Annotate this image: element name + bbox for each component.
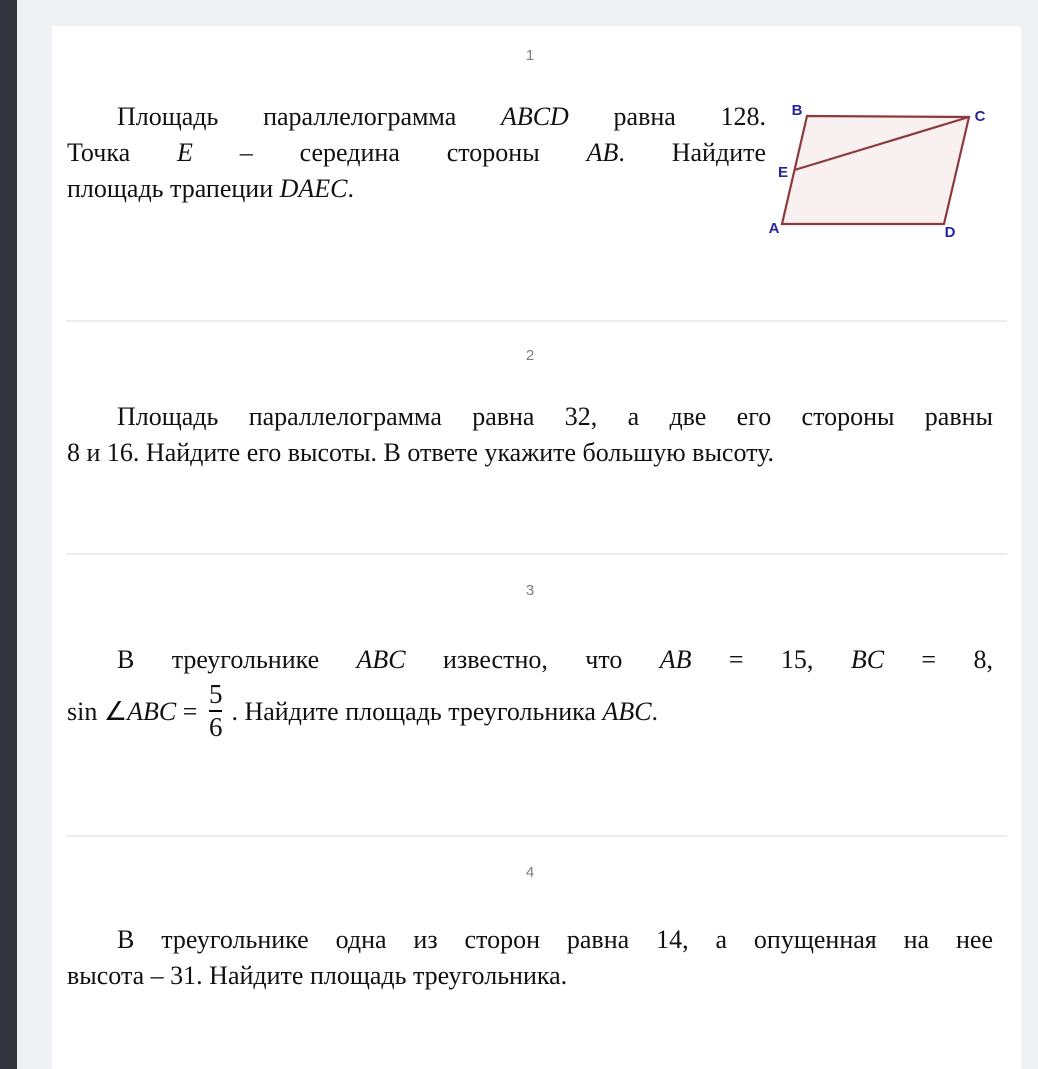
problem-content bbox=[67, 922, 993, 994]
vertex-label-e: E bbox=[777, 164, 789, 181]
text-segment: ABC bbox=[356, 645, 406, 674]
problem-text bbox=[67, 642, 993, 750]
parallelogram-svg bbox=[766, 93, 993, 245]
text-segment: . Найдите bbox=[618, 138, 766, 167]
problem-text-line bbox=[67, 399, 993, 435]
problem-section-1 bbox=[52, 26, 1021, 320]
parallelogram-figure bbox=[766, 93, 993, 250]
text-segment: ABCD bbox=[500, 102, 569, 131]
text-segment: AB bbox=[659, 645, 692, 674]
problem-text bbox=[67, 99, 766, 250]
text-segment: площадь трапеции bbox=[67, 174, 280, 203]
fraction-denominator: 6 bbox=[208, 712, 223, 742]
fraction bbox=[209, 679, 223, 743]
text-segment: . bbox=[347, 174, 354, 203]
text-segment: ABC bbox=[602, 696, 652, 726]
text-segment: = 15, bbox=[691, 645, 851, 674]
problem-section-2 bbox=[52, 322, 1021, 553]
problem-text-line bbox=[67, 99, 766, 135]
text-segment: ABC bbox=[127, 696, 177, 726]
problem-text-line bbox=[67, 958, 993, 994]
problem-text-line bbox=[67, 435, 993, 471]
problem-content bbox=[67, 399, 993, 471]
problem-content bbox=[67, 642, 993, 750]
problem-section-3 bbox=[52, 555, 1021, 835]
text-segment: известно, что bbox=[405, 645, 660, 674]
text-segment: BC bbox=[850, 645, 885, 674]
problem-text-line bbox=[67, 135, 766, 171]
problem-text-line bbox=[67, 678, 993, 750]
vertex-label-d: D bbox=[944, 224, 956, 241]
vertex-label-b: B bbox=[791, 102, 803, 119]
problem-content bbox=[67, 99, 993, 250]
text-segment: = 8, bbox=[884, 645, 993, 674]
vertex-label-a: A bbox=[768, 220, 780, 237]
text-segment: – середина стороны bbox=[192, 138, 587, 167]
text-segment: = bbox=[176, 696, 204, 726]
problem-section-4 bbox=[52, 837, 1021, 1069]
problem-text bbox=[67, 399, 993, 471]
text-segment: равна 128. bbox=[568, 102, 766, 131]
problem-text-line bbox=[67, 642, 993, 678]
worksheet-card bbox=[52, 26, 1021, 1069]
text-segment: Площадь параллелограмма равна 32, а две его стороны равны bbox=[117, 402, 993, 431]
text-segment: AB bbox=[586, 138, 619, 167]
problem-number: 1 bbox=[525, 47, 535, 64]
text-segment: E bbox=[177, 138, 193, 167]
text-segment: . Найдите площадь треугольника bbox=[231, 696, 603, 726]
problem-number: 4 bbox=[525, 864, 535, 881]
left-dark-bar bbox=[0, 0, 17, 1069]
text-segment: 8 и 16. Найдите его высоты. В ответе укажите большую высоту. bbox=[67, 438, 775, 467]
parallelogram-shape bbox=[782, 116, 969, 224]
problem-text-line bbox=[67, 171, 766, 207]
problem-number: 2 bbox=[525, 347, 535, 364]
text-segment: Площадь параллелограмма bbox=[117, 102, 501, 131]
fraction-numerator: 5 bbox=[208, 679, 223, 709]
text-segment: В треугольнике одна из сторон равна 14, а опущенная на нее bbox=[117, 925, 993, 954]
text-segment: . bbox=[651, 696, 659, 726]
problem-number: 3 bbox=[525, 582, 535, 599]
problem-text bbox=[67, 922, 993, 994]
vertex-label-c: C bbox=[974, 108, 986, 125]
text-segment: Точка bbox=[67, 138, 177, 167]
text-segment: DAEC bbox=[279, 174, 348, 203]
text-segment: sin ∠ bbox=[67, 696, 128, 726]
text-segment: высота – 31. Найдите площадь треугольника. bbox=[67, 961, 568, 990]
text-segment: В треугольнике bbox=[117, 645, 357, 674]
problem-text-line bbox=[67, 922, 993, 958]
